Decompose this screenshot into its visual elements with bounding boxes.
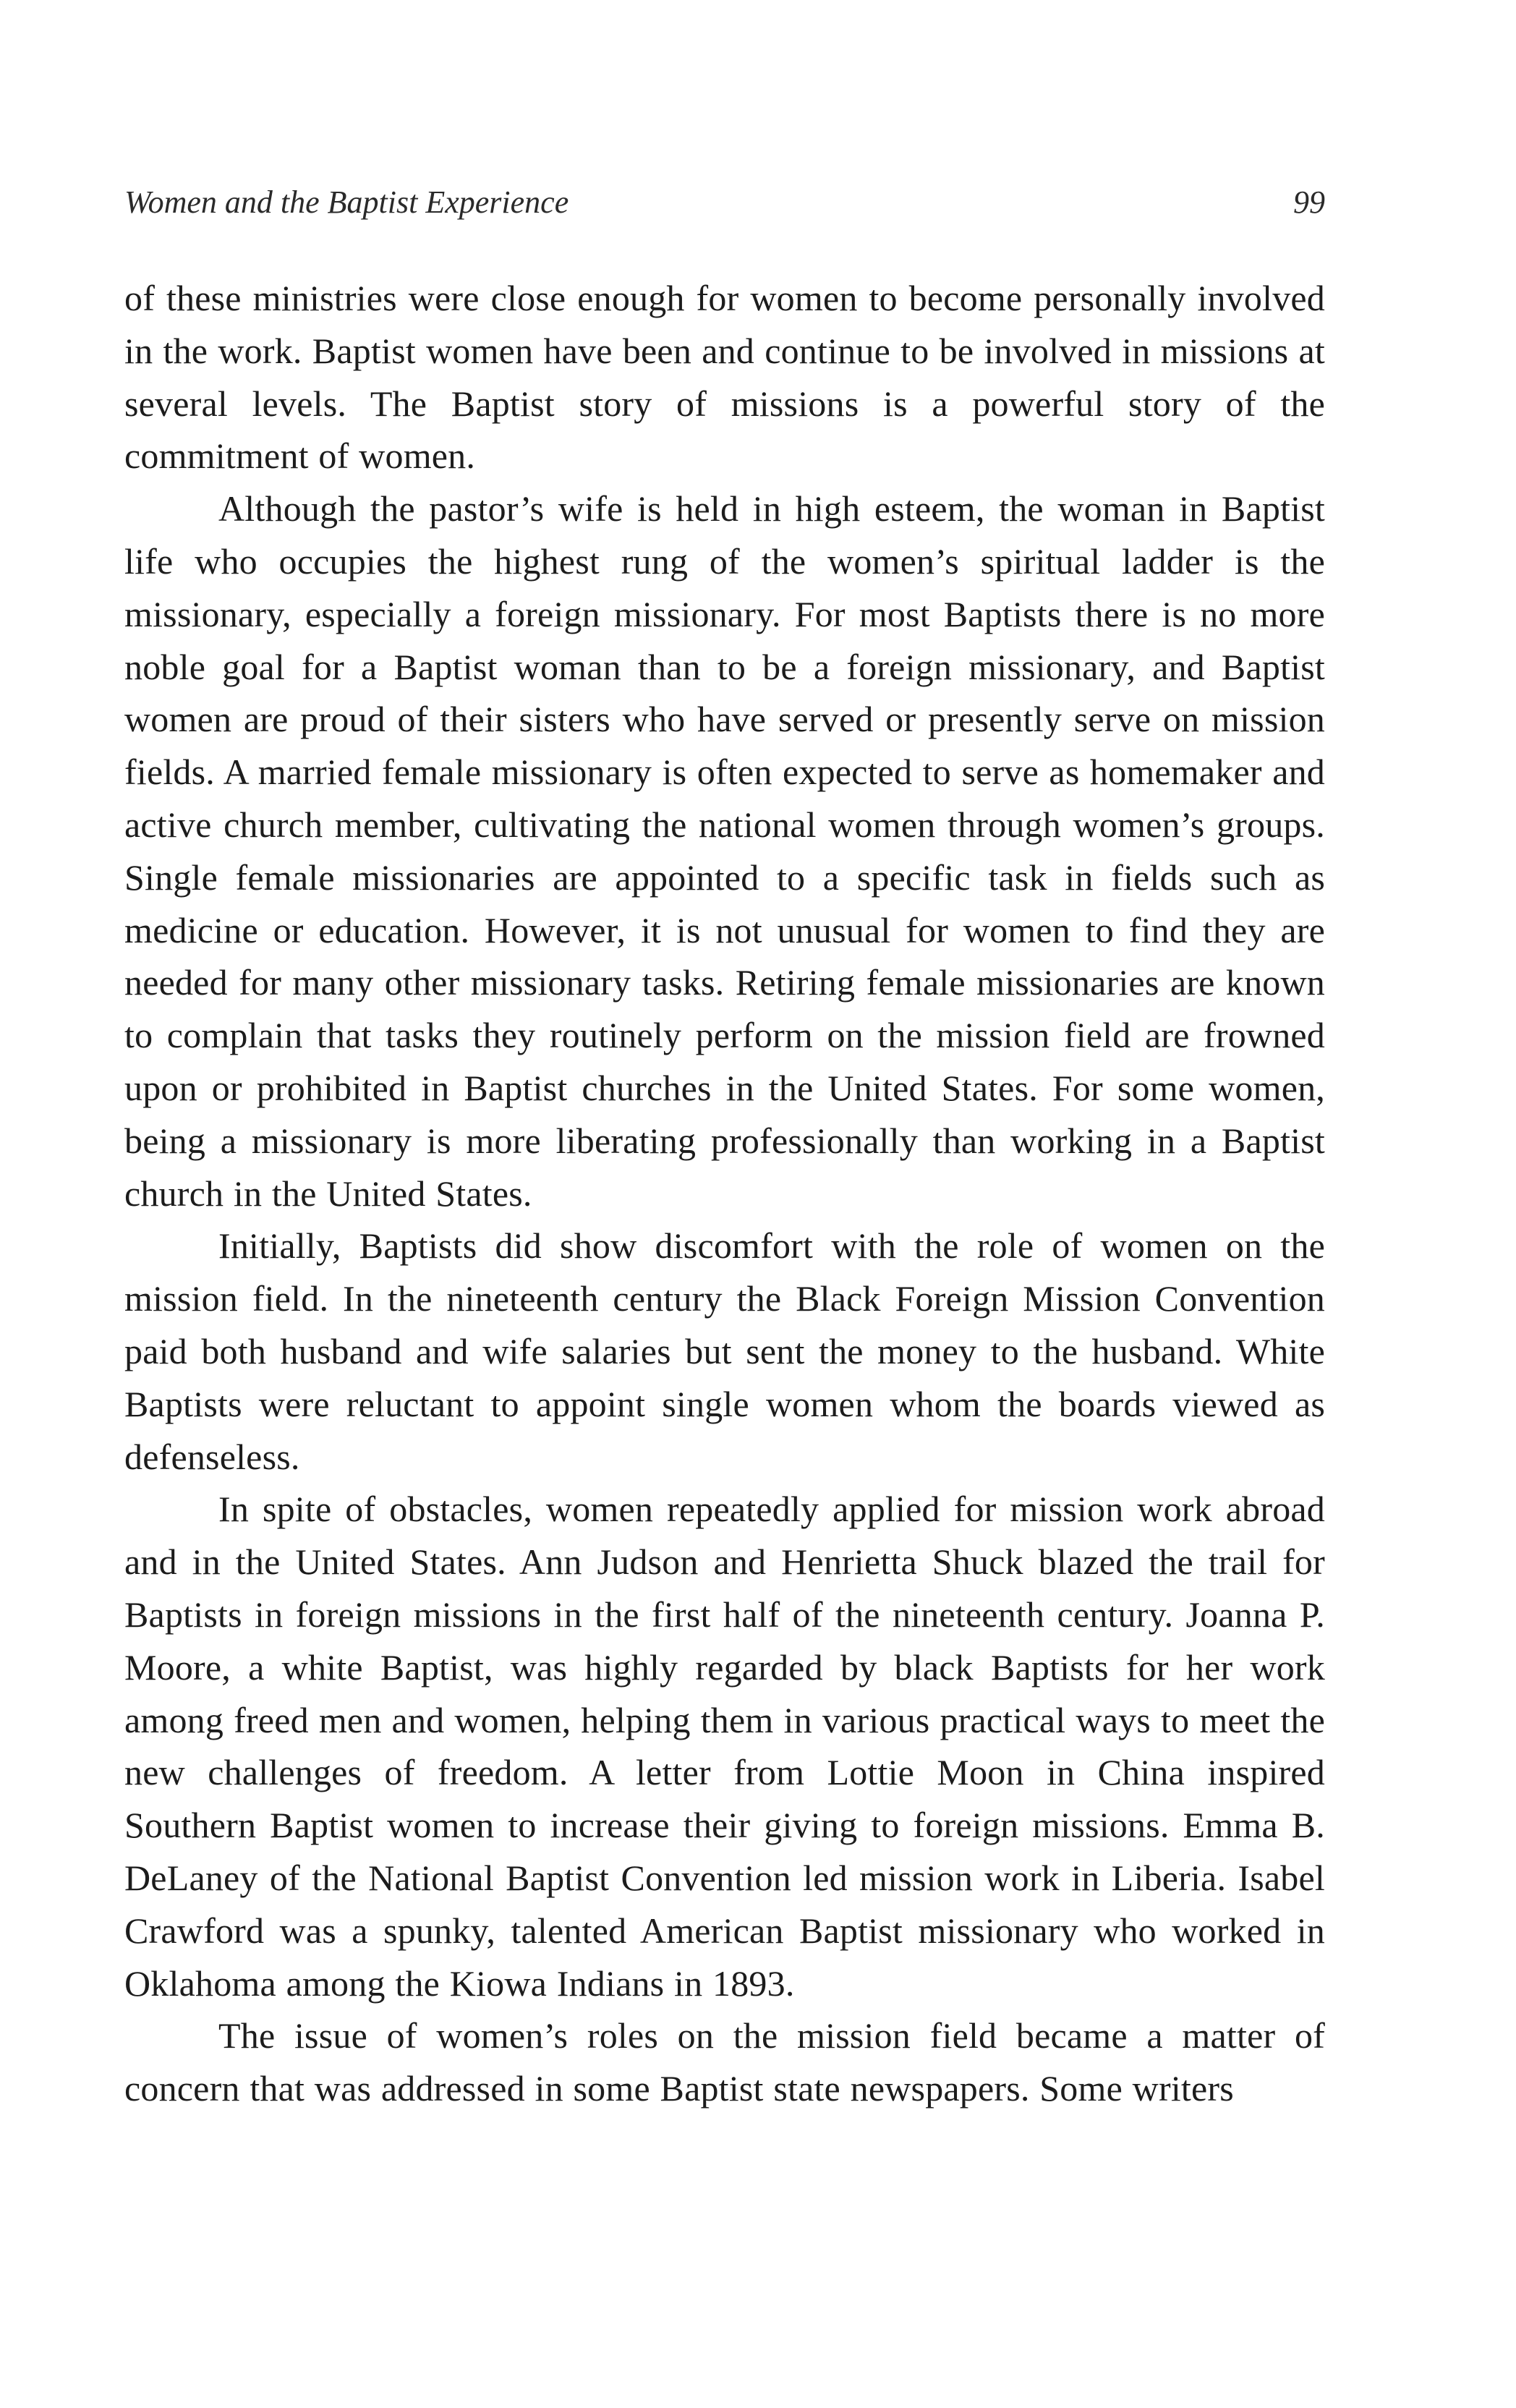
body-text — [124, 272, 1325, 2115]
paragraph: of these ministries were close enough for women to become personally involved in the work. Baptist women have been and continue to be involved in missions at several levels. The Baptist story of missions is a powerful story of the commitment of women. — [124, 278, 1325, 477]
running-head-title: Women and the Baptist Experience — [124, 184, 569, 220]
paragraph: In spite of obstacles, women repeatedly applied for mission work abroad and in the United States. Ann Judson and Henrietta Shuck blazed the trail for Baptists in foreign missions in the first half of the nineteenth century. Joanna P. Moore, a white Baptist, was highly regarded by black Baptists for her work among freed men and women, helping them in various practical ways to meet the new challenges of freedom. A letter from Lottie Moon in China inspired Southern Baptist women to increase their giving to foreign missions. Emma B. DeLaney of the National Baptist Convention led mission work in Liberia. Isabel Crawford was a spunky, talented American Baptist missionary who worked in Oklahoma among the Kiowa Indians in 1893. — [124, 1489, 1325, 2004]
paragraph: Although the pastor’s wife is held in high esteem, the woman in Baptist life who occupies the highest rung of the women’s spiritual ladder is the missionary, especially a foreign missionary. For most Baptists there is no more noble goal for a Baptist woman than to be a foreign missionary, and Baptist women are proud of their sisters who have served or presently serve on mission fields. A married female missionary is often expected to serve as homemaker and active church member, cultivating the national women through women’s groups. Single female missionaries are appointed to a specific task in fields such as medicine or education. However, it is not unusual for women to find they are needed for many other missionary tasks. Retiring female missionaries are known to complain that tasks they routinely perform on the mission field are frowned upon or prohibited in Baptist churches in the United States. For some women, being a missionary is more liberating professionally than working in a Baptist church in the United States. — [124, 488, 1325, 1214]
page-number: 99 — [1293, 184, 1325, 220]
paragraph: The issue of women’s roles on the mission field became a matter of concern that was addressed in some Baptist state newspapers. Some writers — [124, 2015, 1325, 2109]
paragraph: Initially, Baptists did show discomfort with the role of women on the mission field. In the nineteenth century the Black Foreign Mission Convention paid both husband and wife salaries but sent the money to the husband. White Baptists were reluctant to appoint single women whom the boards viewed as defenseless. — [124, 1225, 1325, 1477]
running-head — [124, 181, 1325, 224]
